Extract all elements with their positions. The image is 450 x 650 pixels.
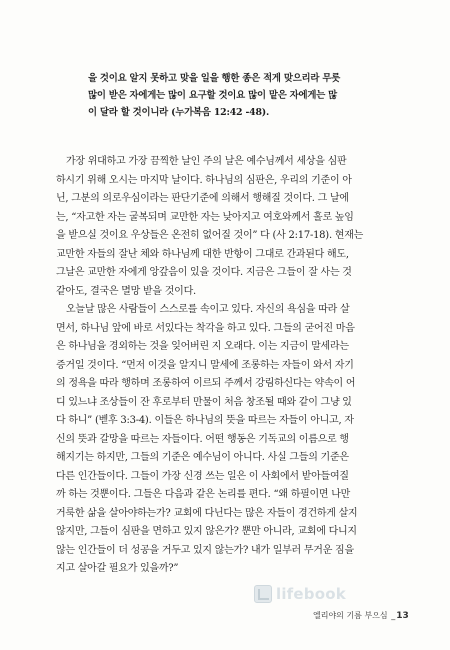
page-number: 13 xyxy=(396,611,409,621)
body-line: 닌, 그분의 의로우심이라는 판단기준에 의해서 행해질 것이다. 그 날에 xyxy=(56,193,349,204)
body-line: 까 하는 것뿐이다. 그들은 다음과 같은 논리를 편다. “왜 하필이면 나만 xyxy=(56,489,351,500)
footer-separator: _ xyxy=(391,611,396,620)
body-text xyxy=(56,153,392,579)
quote-line: 을 것이요 알지 못하고 맞을 일을 행한 종은 적게 맞으리라 무릇 xyxy=(88,73,341,84)
body-line: 교만한 자들의 잘난 체와 하나님께 대한 반항이 그대로 간과된다 해도, xyxy=(56,248,349,260)
body-line: 같아도, 결국은 멸망 받을 것이다. xyxy=(56,285,196,297)
lifebook-logo-icon xyxy=(254,585,272,603)
body-line: 않지만, 그들이 심판을 면하고 있지 않은가? 뿐만 아니라, 교회에 다니지 xyxy=(56,526,357,537)
body-line: 않는 인간들이 더 성공을 거두고 있지 않는가? 내가 일부러 무거운 짐을 xyxy=(56,544,354,556)
body-line: 지고 살아갈 필요가 있을까?” xyxy=(56,563,179,574)
body-line: 오늘날 많은 사람들이 스스로를 속이고 있다. 자신의 욕심을 따라 살 xyxy=(66,304,350,315)
body-line: 다 하니” (벧후 3:3-4). 이들은 하나님의 뜻을 따르는 자들이 아니고, 자 xyxy=(56,415,354,426)
page-footer xyxy=(313,610,409,621)
body-line: 면서, 하나님 앞에 바로 서있다는 착각을 하고 있다. 그들의 굳어진 마음 xyxy=(56,322,355,334)
body-line: 거룩한 삶을 살아야하는가? 교회에 다닌다는 많은 자들이 경건하게 살지 xyxy=(56,507,358,519)
body-line: 다른 인간들이다. 그들이 가장 신경 쓰는 일은 이 사회에서 받아들여질 xyxy=(56,470,349,482)
body-line: 하시기 위해 오시는 마지막 날이다. 하나님의 심판은, 우리의 기준이 아 xyxy=(56,174,352,186)
body-line: 을 받으실 것이요 우상들은 온전히 없어질 것이” 다 (사 2:17-18). 현재는 xyxy=(56,230,364,241)
watermark-text: lifebook xyxy=(276,585,346,603)
body-line: 은 하나님을 경외하는 것을 잊어버린 지 오래다. 이는 지금이 말세라는 xyxy=(56,341,349,352)
quote-line: 이 달라 할 것이니라 (누가복음 12:42 -48). xyxy=(88,107,270,118)
body-line: 가장 위대하고 가장 끔찍한 날인 주의 날은 예수님께서 세상을 심판 xyxy=(66,156,347,167)
running-title: 엘리야의 기름 부으심 xyxy=(313,611,388,620)
quote-line: 많이 받은 자에게는 많이 요구할 것이요 많이 맡은 자에게는 많 xyxy=(88,90,337,101)
body-line: 해지기는 하지만, 그들의 기준은 예수님이 아니다. 사실 그들의 기준은 xyxy=(56,452,349,463)
body-line: 증거일 것이다. “먼저 이것을 알지니 말세에 조롱하는 자들이 와서 자기 xyxy=(56,359,354,371)
body-line: 디 있느냐 조상들이 잔 후로부터 만물이 처음 창조될 때와 같이 그냥 있 xyxy=(56,396,352,408)
body-line: 신의 뜻과 갈망을 따르는 자들이다. 어떤 행동은 기독교의 이름으로 행 xyxy=(56,433,349,445)
scripture-quote xyxy=(88,70,378,121)
body-line: 의 정욕을 따라 행하며 조롱하여 이르되 주께서 강림하신다는 약속이 어 xyxy=(56,378,356,389)
lifebook-watermark xyxy=(254,583,346,605)
body-line: 그날은 교만한 자에게 앙갚음이 있을 것이다. 지금은 그들이 잘 사는 것 xyxy=(56,267,352,278)
body-line: 는, “자고한 자는 굴복되며 교만한 자는 낮아지고 여호와께서 홀로 높임 xyxy=(56,211,354,223)
